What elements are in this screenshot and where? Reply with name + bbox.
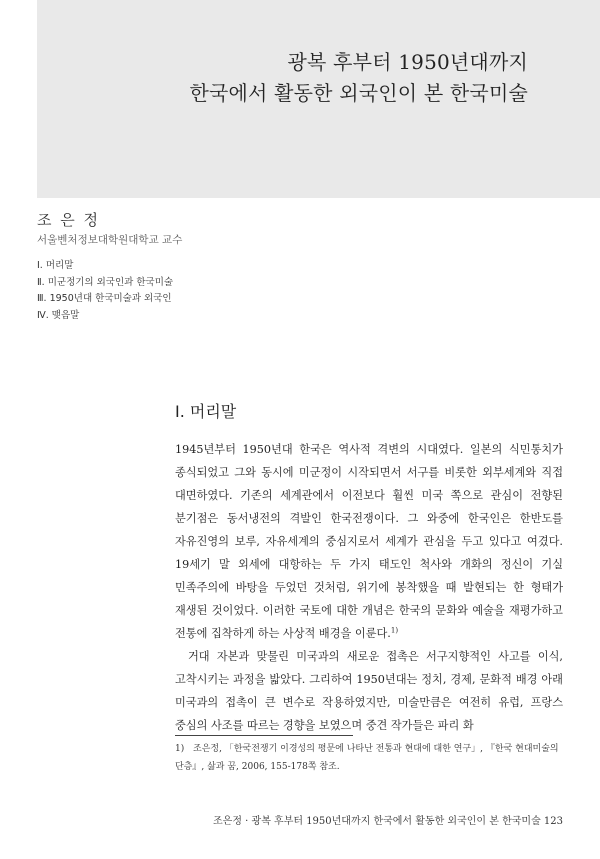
running-footer: 조은정 · 광복 후부터 1950년대까지 한국에서 활동한 외국인이 본 한국미술 123: [213, 816, 563, 827]
footnote-text: 조은정, 「한국전쟁기 이경성의 평문에 나타난 전통과 현대에 대한 연구」, 『한국 현대미술의 단층』, 삶과 꿈, 2006, 155-178쪽 참조.: [175, 744, 559, 772]
footnote-ref: 1): [390, 626, 399, 635]
paragraph: 거대 자본과 맞물린 미국과의 새로운 접촉은 서구지향적인 사고를 이식, 고착시키는 과정을 밟았다. 그리하여 1950년대는 정치, 경제, 문화적 배경 아래 미국과의 접촉이 큰 변수로 작용하였지만, 미술만큼은 여전히 유럽, 프랑스 중심의 사조를 따르는 경향을 보였으며 중견 작가들은 파리 화: [175, 650, 563, 732]
footnote: [175, 740, 563, 776]
paragraph: [175, 438, 563, 645]
toc-item: Ⅳ. 맺음말: [37, 309, 80, 321]
author-affiliation: 서울벤처정보대학원대학교 교수: [37, 234, 183, 246]
toc-item: Ⅲ. 1950년대 한국미술과 외국인: [37, 293, 172, 304]
section-heading: Ⅰ. 머리말: [175, 402, 237, 421]
footnote-number: 1): [175, 744, 185, 754]
toc-item: Ⅰ. 머리말: [37, 260, 74, 271]
toc-item: Ⅱ. 미군정기의 외국인과 한국미술: [37, 276, 174, 288]
table-of-contents: [37, 258, 173, 324]
article-title-line-1: 광복 후부터 1950년대까지: [287, 50, 528, 74]
paragraph-text: 1945년부터 1950년대 한국은 역사적 격변의 시대였다. 일본의 식민통치가 종식되었고 그와 동시에 미군정이 시작되면서 서구를 비롯한 외부세계와 직접 대면하였다. 기존의 세계관에서 이전보다 훨씬 미국 쪽으로 관심이 전향된 분기점은 동서냉전의 격발인 한국전쟁이다. 그 와중에 한국인은 한반도를 자유진영의 보루, 자유세계의 중심지로서 세계가 관심을 두고 있다고 여겼다. 19세기 말 외세에 대항하는 두 가지 태도인 척사와 개화의 정신이 기실 민족주의에 바탕을 두었던 것처럼, 위기에 봉착했을 때 발현되는 한 형태가 재생된 것이었다. 이러한 국토에 대한 개념은 한국의 문화와 예술을 재평가하고 전통에 집착하게 하는 사상적 배경을 이룬다.: [175, 443, 563, 640]
footnote-divider: [175, 735, 353, 736]
body-text: [175, 438, 563, 737]
author-name: 조 은 정: [37, 211, 101, 229]
article-title-line-2: 한국에서 활동한 외국인이 본 한국미술: [189, 81, 528, 105]
